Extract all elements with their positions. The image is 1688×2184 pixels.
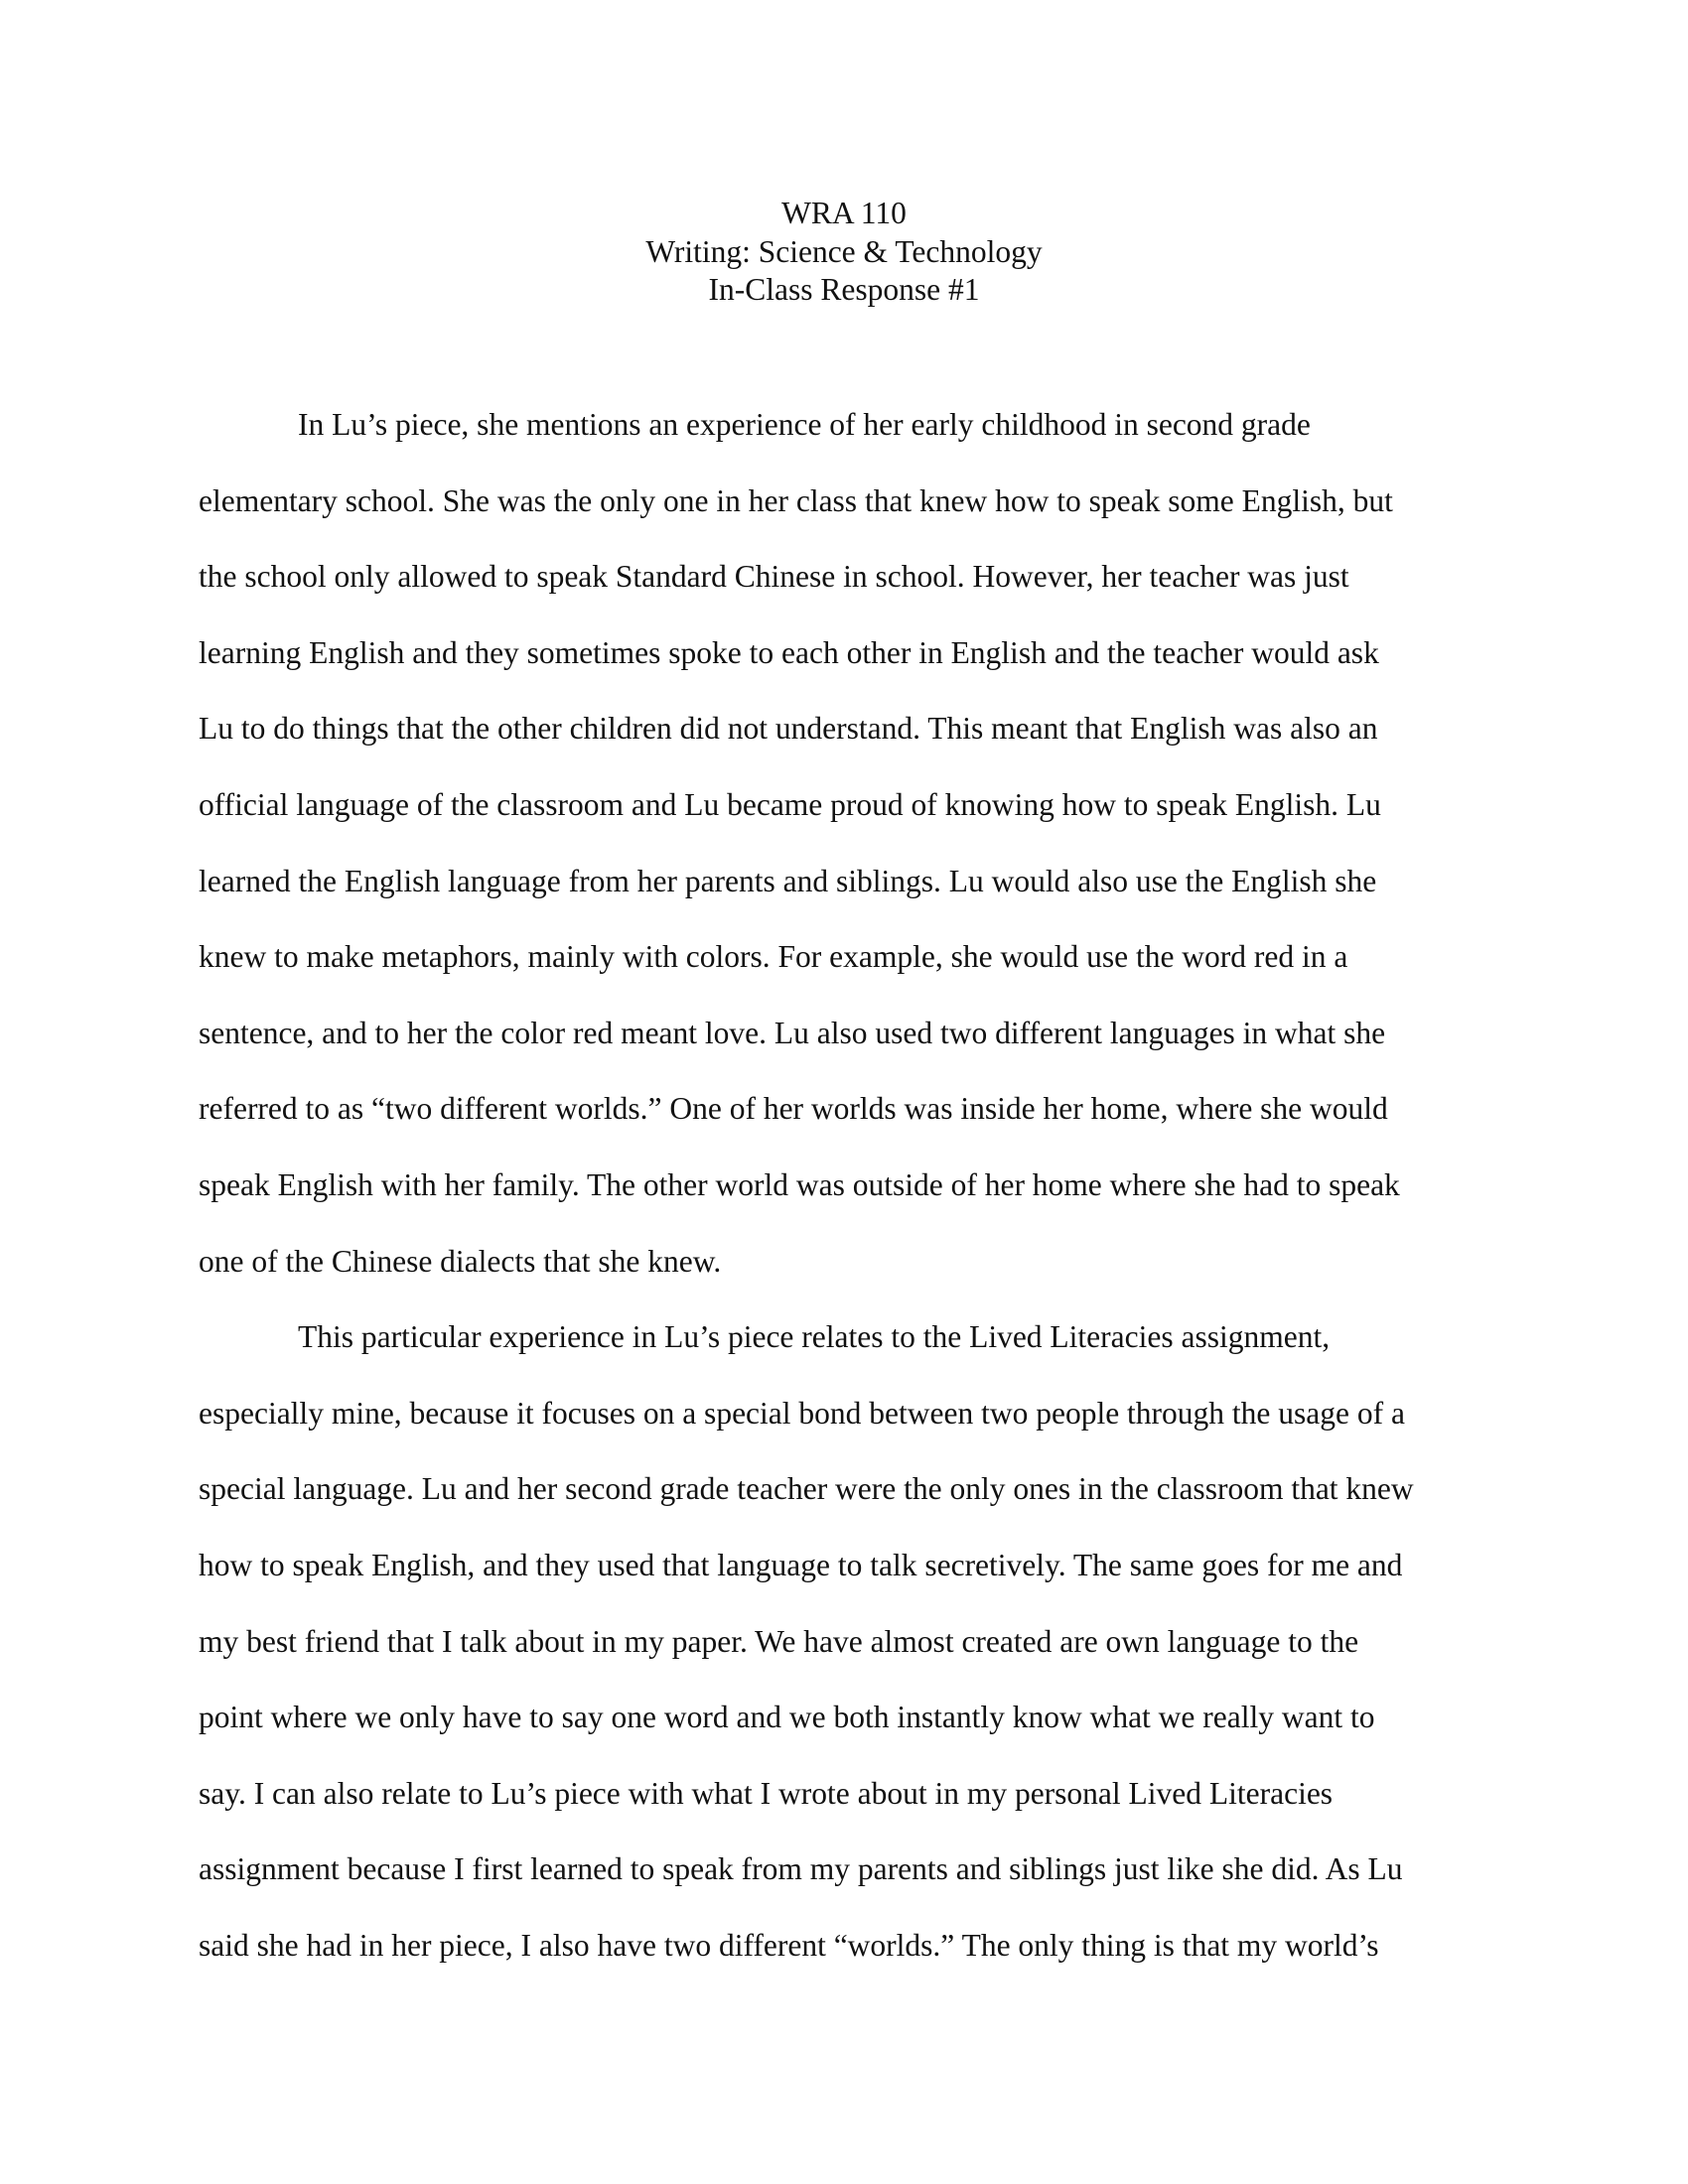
course-code: WRA 110 <box>781 196 907 230</box>
text-line: This particular experience in Lu’s piece relates to the Lived Literacies assignment, <box>298 1319 1331 1355</box>
paragraph-2 <box>199 1299 1489 1983</box>
course-title: Writing: Science & Technology <box>645 233 1043 269</box>
text-line: the school only allowed to speak Standard Chinese in school. However, her teacher was just <box>199 559 1349 595</box>
text-line: knew to make metaphors, mainly with colors. For example, she would use the word red in a <box>199 939 1348 975</box>
text-line: speak English with her family. The other world was outside of her home where she had to speak <box>199 1166 1400 1202</box>
text-line: elementary school. She was the only one in her class that knew how to speak some English, but <box>199 482 1393 518</box>
text-line: said she had in her piece, I also have two different “worlds.” The only thing is that my world’s <box>199 1927 1379 1963</box>
text-line: especially mine, because it focuses on a special bond between two people through the usage of a <box>199 1395 1405 1431</box>
text-line: assignment because I first learned to speak from my parents and siblings just like she did. As Lu <box>199 1851 1403 1887</box>
text-line: point where we only have to say one word and we both instantly know what we really want to <box>199 1700 1375 1735</box>
text-line: Lu to do things that the other children did not understand. This meant that English was also an <box>199 711 1378 747</box>
text-line: learned the English language from her parents and siblings. Lu would also use the English she <box>199 863 1377 898</box>
text-line: say. I can also relate to Lu’s piece with what I wrote about in my personal Lived Literacies <box>199 1775 1334 1811</box>
text-line: one of the Chinese dialects that she knew. <box>199 1243 722 1279</box>
text-line: learning English and they sometimes spoke to each other in English and the teacher would ask <box>199 634 1379 670</box>
text-line: sentence, and to her the color red meant love. Lu also used two different languages in what she <box>199 1015 1386 1050</box>
paragraph-1 <box>199 387 1489 1299</box>
assignment-title: In-Class Response #1 <box>708 272 980 307</box>
text-line: official language of the classroom and Lu became proud of knowing how to speak English. Lu <box>199 786 1381 822</box>
text-line: my best friend that I talk about in my paper. We have almost created are own language to the <box>199 1623 1359 1659</box>
document-body <box>199 387 1489 1983</box>
text-line: special language. Lu and her second grade teacher were the only ones in the classroom that knew <box>199 1471 1414 1507</box>
text-line: how to speak English, and they used that language to talk secretively. The same goes for me and <box>199 1547 1403 1582</box>
text-line: In Lu’s piece, she mentions an experience of her early childhood in second grade <box>298 407 1311 442</box>
text-line: referred to as “two different worlds.” One of her worlds was inside her home, where she would <box>199 1091 1388 1127</box>
document-header <box>0 195 1688 310</box>
